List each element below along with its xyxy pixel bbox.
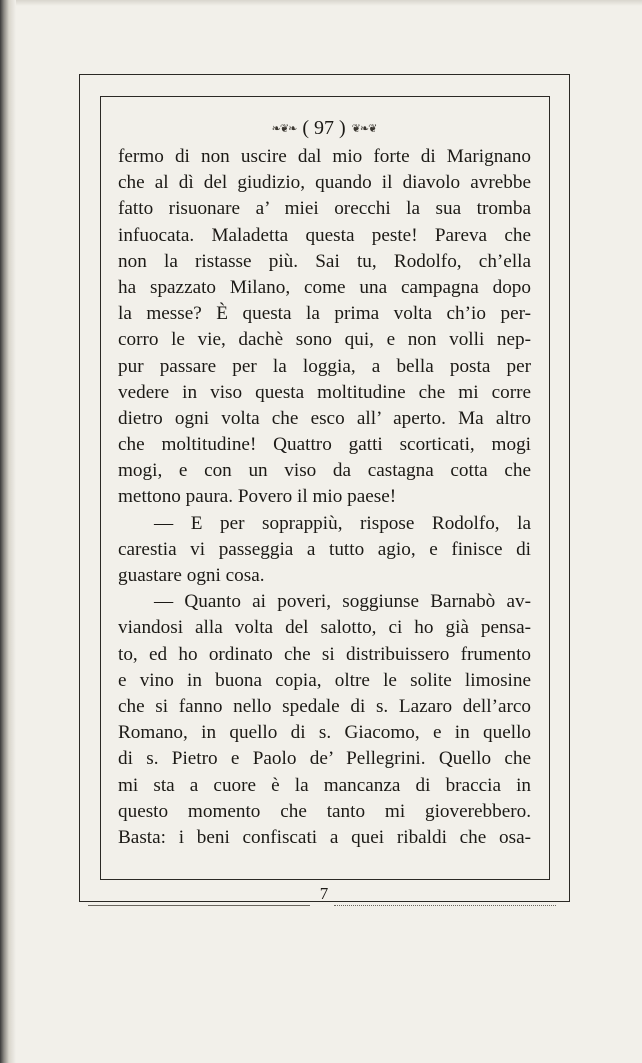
text-line: Basta: i beni confiscati a quei ribaldi che osa- bbox=[118, 826, 531, 848]
text-line: ha spazzato Milano, come una campagna dopo bbox=[118, 276, 531, 298]
text-line: pur passare per la loggia, a bella posta per bbox=[118, 355, 531, 377]
text-line: che al dì del giudizio, quando il diavolo avrebbe bbox=[118, 172, 531, 194]
text-line: — E per soprappiù, rispose Rodolfo, la bbox=[154, 512, 531, 534]
text-line: questo momento che tanto mi gioverebbero. bbox=[118, 800, 531, 822]
text-line: che moltitudine! Quattro gatti scorticati, mogi bbox=[118, 434, 531, 456]
text-line: fatto risuonare a’ miei orecchi la sua tromba bbox=[118, 198, 531, 220]
text-line: dietro ogni volta che esco all’ aperto. Ma altro bbox=[118, 407, 531, 429]
text-line: di s. Pietro e Paolo de’ Pellegrini. Quello che bbox=[118, 748, 531, 770]
signature-rule-left bbox=[88, 905, 310, 906]
text-line: la messe? È questa la prima volta ch’io per- bbox=[118, 303, 531, 325]
page-number: ( 97 ) bbox=[302, 116, 346, 139]
text-line: — Quanto ai poveri, soggiunse Barnabò av- bbox=[154, 591, 531, 613]
text-line: carestia vi passeggia a tutto agio, e finisce di bbox=[118, 538, 531, 560]
text-line: e vino in buona copia, oltre le solite limosine bbox=[118, 669, 531, 691]
book-spine-shadow bbox=[0, 0, 16, 1063]
header-ornament-right: ❦❧❦ bbox=[351, 122, 377, 135]
text-line: che si fanno nello spedale di s. Lazaro dell’arco bbox=[118, 695, 531, 717]
text-line: guastare ogni cosa. bbox=[118, 565, 265, 586]
signature-rule-right bbox=[334, 905, 556, 906]
text-line: mogi, e con un viso da castagna cotta che bbox=[118, 460, 531, 482]
body-text bbox=[118, 144, 531, 851]
text-line: to, ed ho ordinato che si distribuissero frumento bbox=[118, 643, 531, 665]
text-line: Romano, in quello di s. Giacomo, e in quello bbox=[118, 722, 531, 744]
text-line: non la ristasse più. Sai tu, Rodolfo, ch’ella bbox=[118, 250, 531, 272]
text-line: corro le vie, dachè sono qui, e non volli nep- bbox=[118, 329, 531, 351]
signature-mark: 7 bbox=[319, 884, 329, 903]
text-line: infuocata. Maladetta questa peste! Pareva che bbox=[118, 224, 531, 246]
header-ornament-left: ❧❦❧ bbox=[271, 122, 297, 135]
text-line: mettono paura. Povero il mio paese! bbox=[118, 486, 397, 508]
text-line: viandosi alla volta del salotto, ci ho già pensa- bbox=[118, 617, 531, 639]
running-header bbox=[100, 115, 548, 141]
text-line: mi sta a cuore è la mancanza di braccia in bbox=[118, 774, 531, 796]
page-top-edge bbox=[0, 0, 642, 6]
text-line: fermo di non uscire dal mio forte di Marignano bbox=[118, 146, 531, 167]
text-line: vedere in viso questa moltitudine che mi corre bbox=[118, 381, 531, 403]
